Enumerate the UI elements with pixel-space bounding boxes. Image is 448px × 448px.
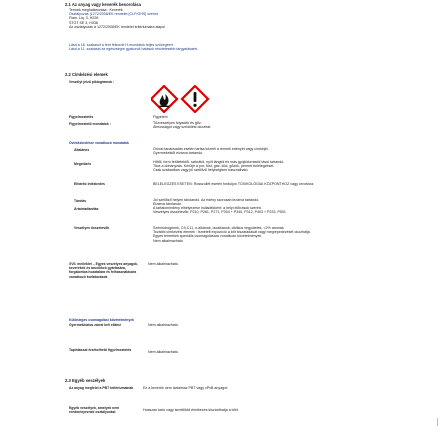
- precaution-line: Orvosi tanácsadás esetén tartsa kéznél a termék edényét vagy címkéjét.: [153, 147, 269, 151]
- precaution-line: BELÉLEGZÉS ESETÉN: Rosszullét esetén forduljon TOXIKOLÓGIAI KÖZPONTHOZ vagy orvoshoz.: [153, 182, 315, 186]
- reference-note-1: Lásd a 16. szakaszt a fent felsorolt H-mondatok teljes szövegéért.: [69, 43, 174, 47]
- reference-notes: [69, 43, 369, 51]
- classification-note: Az osztályozás a 1272/2008/EK rendelet kritériumaira alapul: [69, 24, 166, 29]
- precaution-text-prevention: [153, 160, 368, 173]
- precaution-text-hazardous-ingredients: [153, 226, 368, 243]
- annex-xvii-value: Nem alkalmazható.: [148, 262, 179, 266]
- precaution-line: Elzárva tárolandó.: [153, 202, 182, 207]
- precaution-line: További címkézési elemek : Ismételt expozíció a bőr kiszáradását vagy megrepedezését okozhatja.: [153, 230, 311, 235]
- precaution-text-response: [153, 182, 368, 186]
- page-margin-line: [437, 418, 438, 426]
- precaution-line: Tilos a dohányzás. Kerülje a por, füst, gáz, köd, gőzök, permet belélegzését.: [153, 164, 275, 169]
- precaution-text-general: [153, 147, 363, 155]
- flame-pictogram-icon: [151, 86, 177, 112]
- classification-heading: Osztályozás (1272/2008/EK rendelet [CLP/GHS] szerint: [69, 12, 158, 17]
- annex-xvii-label: XVII. melléklet – Egyes veszélyes anyagok, keverékek és árucikkek gyártására, forgalomba hozatalára és felhasználására vonatkozó korlátozások: [69, 262, 138, 279]
- section-title: 2.1 Az anyag vagy keverék besorolása: [65, 2, 141, 7]
- hazard-pictograms-label: Veszélyt jelző piktogramok :: [69, 80, 115, 84]
- pbt-label: Az anyag megfelel a PBT kritériumainak: [69, 386, 134, 390]
- product-definition: Termék meghatározása : Keverék: [69, 8, 123, 12]
- child-resistant-value: Nem alkalmazható.: [148, 323, 179, 327]
- section-23-title: 2.3 Egyéb veszélyek: [65, 378, 106, 383]
- reference-note-2: Lásd a 11. szakaszt az egészségre gyakorolt hatások részletesebb tárgyalásáért.: [69, 47, 199, 52]
- classification-line-1: Flam. Liq. 3, H226: [69, 16, 99, 21]
- pictogram-group: [151, 85, 215, 113]
- precaution-label-prevention: Megelőzés: [74, 162, 92, 166]
- hazard-statement: Álmosságot vagy szédülést okozhat.: [153, 125, 212, 130]
- hazard-statements: [153, 121, 263, 129]
- tactile-warning-label: Tapintással érzékelhető figyelmeztetés: [69, 348, 132, 352]
- signal-word-label: Figyelmeztetés: [69, 115, 94, 119]
- signal-word-value: Figyelem: [153, 115, 168, 119]
- precaution-line: Hőtől, forró felületektől, szikrától, nyílt lángtól és más gyújtóforrástól távol tartandó.: [153, 160, 285, 164]
- precaution-label-response: Elhárító intézkedés: [74, 182, 105, 186]
- precaution-label-general: Általános: [74, 148, 90, 152]
- hazard-statements-label: Figyelmeztető mondatok :: [69, 122, 111, 126]
- section-22-title: 2.2 Címkézési elemek: [65, 72, 108, 77]
- precaution-label-disposal: Ártalmatlanítás: [74, 207, 99, 211]
- precaution-line: Szénhidrogének, C9-C11, n-alkánok, izoalkánok, ciklikus vegyületek, <2% aromás: [153, 226, 284, 230]
- tactile-warning-value: Nem alkalmazható.: [148, 350, 179, 354]
- precaution-label-hazardous-ingredients: Veszélyes összetevők: [74, 226, 110, 230]
- pbt-value: Ez a keverék nem tartalmaz PBT vagy vPvB anyagot.: [143, 386, 229, 390]
- precaution-line: Gyermekektől elzárva tartandó.: [153, 151, 203, 156]
- precaution-line: Nem alkalmazható.: [153, 238, 184, 243]
- other-hazards-label: Egyéb veszélyek, amelyek nem eredményeznek osztályozást: [69, 406, 120, 414]
- classification-block: [69, 8, 369, 29]
- precaution-line: Csak szabadban vagy jól szellőző helyiségben használható.: [153, 168, 249, 173]
- child-resistant-label: Gyermekbiztos zárral kell ellátni: [69, 323, 121, 327]
- exclamation-pictogram-icon: [182, 86, 208, 112]
- precaution-text-disposal: [153, 206, 368, 214]
- classification-line-2: STOT SE 3, H336: [69, 20, 98, 25]
- hazard-statement: Tűzveszélyes folyadék és gőz.: [153, 121, 202, 125]
- precaution-line: Jól szellőző helyen tárolandó. Az edény szorosan lezárva tartandó.: [153, 198, 260, 202]
- precaution-label-storage: Tárolás: [74, 199, 87, 203]
- precaution-line: A tartalom/edény elhelyezése hulladékként: a helyi előírások szerint.: [153, 206, 262, 210]
- precautionary-heading: Óvintézkedésre vonatkozó mondatok: [69, 141, 129, 145]
- other-hazards-value: Hosszan tartó vagy ismétlődő érintkezés kiszáríthatja a bőrt.: [143, 408, 239, 412]
- special-packaging-heading: Különleges csomagolási követelmények: [69, 318, 135, 322]
- precaution-line: Egyes termékek speciális csomagolására vonatkozó követelmények: [153, 234, 262, 239]
- precaution-line: Veszélyes összetevők: P210, P261, P271, P304 + P340, P312, P403 + P233, P501: [153, 210, 286, 215]
